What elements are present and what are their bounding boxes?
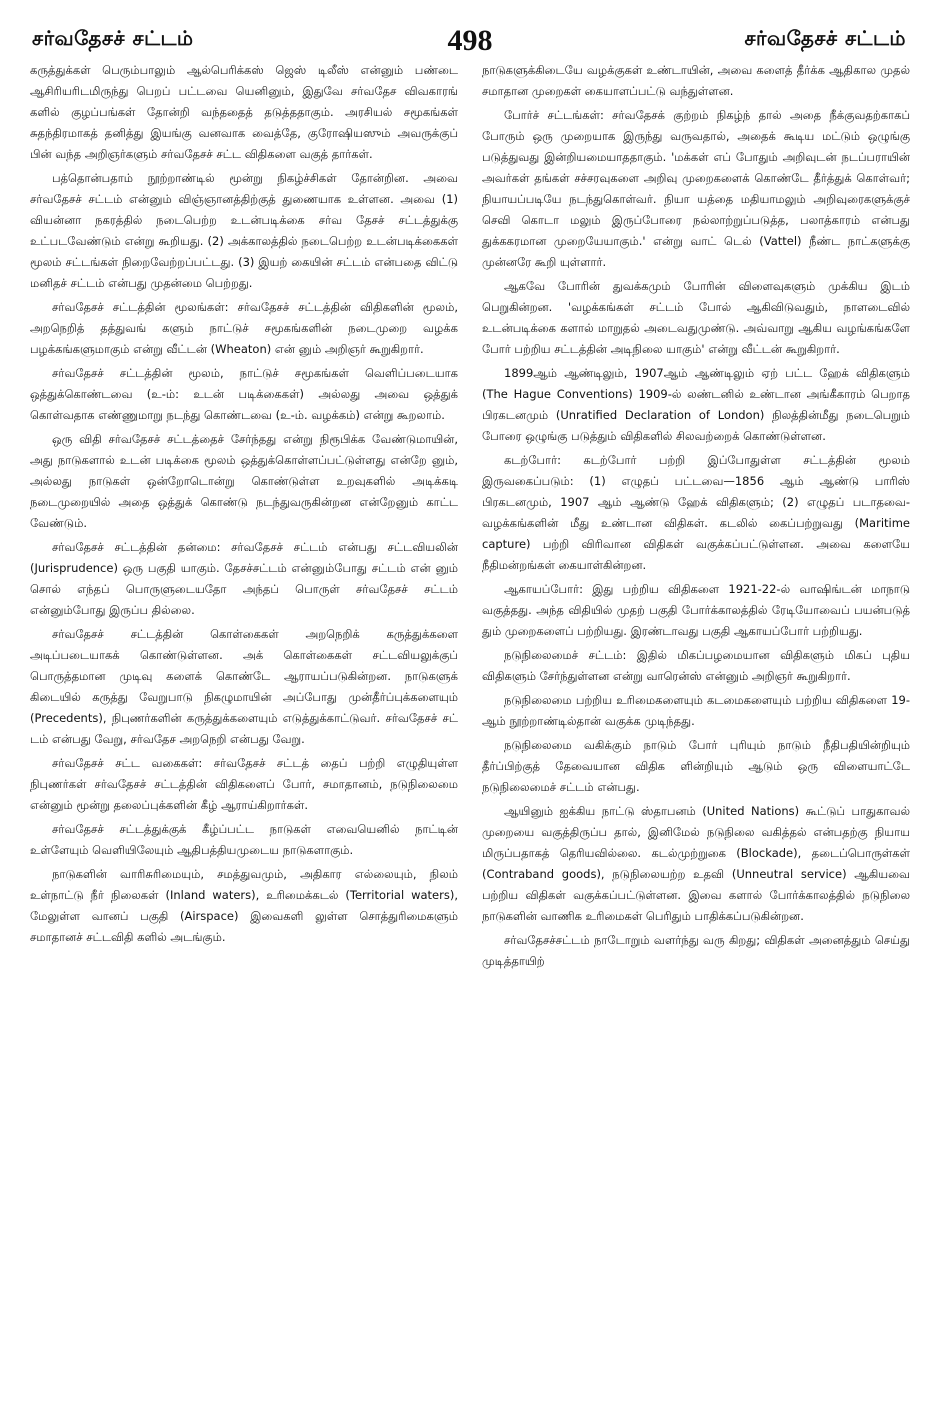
paragraph: பத்தொன்பதாம் நூற்றாண்டில் மூன்று நிகழ்ச்சிகள் தோன்றின. அவை சர்வதேசச் சட்டம் என்னும் விஞ்ஞானத்திற்குத் துணையாக உள்ளன. அவை (1) வியன்னா நகரத்தில் நடைபெற்ற உடன்படிக்கை சர்வ தேசச் சட்டத்துக்கு உட்படவேண்டும் என்று கூறியது. (2) அக்காலத்தில் நடைபெற்ற உடன்படிக்கைகள் மூலம் சட்டங்கள் நிறைவேற்றப்பட்டது. (3) இயற் கையின் சட்டம் என்பதை விட்டு மனிதச் சட்டம் என்பது முதன்மை பெற்றது.: [30, 171, 458, 290]
paragraph: 1899ஆம் ஆண்டிலும், 1907ஆம் ஆண்டிலும் ஏற் பட்ட ஹேக் விதிகளும் (The Hague Conventions) 1909-ல் லண்டனில் உண்டான அங்கீகாரம் பெறாத பிரகடனமும் (Unratified Declaration of London) நிலத்தின்மீது நடைபெறும் போரை ஒழுங்கு படுத்தும் விதிகளில் சிலவற்றைக் கொண்டுள்ளன.: [482, 366, 910, 443]
paragraph: நடுநிலைமைச் சட்டம்: இதில் மிகப்பழமையான விதிகளும் மிகப் புதிய விதிகளும் சேர்ந்துள்ளன என்று வாரென்ஸ் என்னும் அறிஞர் கூறுகிறார்.: [482, 648, 910, 683]
paragraph: நடுநிலைமை வகிக்கும் நாடும் போர் புரியும் நாடும் நீதிபதியின்றியும் தீர்ப்பிற்குத் தேவையான விதிக ளின்றியும் ஆடும் ஒரு விளையாட்டே நடுநிலைமைச் சட்டம் என்பது.: [482, 738, 910, 794]
right-column: [482, 60, 910, 975]
running-title-right: சர்வதேசச் சட்டம்: [744, 26, 906, 50]
paragraph: கருத்துக்கள் பெரும்பாலும் ஆல்பெரிக்கஸ் ஜெஸ் டிலீஸ் என்னும் பண்டை ஆசிரியரிடமிருந்து பெறப் பட்டவை யெனினும், இதுவே சர்வதேச விவகாரங் களில் குழப்பங்கள் தோன்றி வந்ததைத் தடுத்ததாகும். அரசியல் சமூகங்கள் சுதந்திரமாகத் தனித்து இயங்கு வனவாக வைத்தே, குரோஷியஸும் அவருக்குப் பின் வந்த அறிஞர்களும் சர்வதேசச் சட்ட விதிகளை வகுத் தார்கள்.: [30, 63, 458, 161]
paragraph: சர்வதேசச் சட்ட வகைகள்: சர்வதேசச் சட்டத் தைப் பற்றி எழுதியுள்ள நிபுணர்கள் சர்வதேசச் சட்டத்தின் விதிகளைப் போர், சமாதானம், நடுநிலைமை என்னும் மூன்று தலைப்புக்களின் கீழ் ஆராய்கிறார்கள்.: [30, 756, 458, 812]
page-number: 498: [447, 24, 493, 57]
paragraph: சர்வதேசச் சட்டத்தின் தன்மை: சர்வதேசச் சட்டம் என்பது சட்டவியலின் (Jurisprudence) ஒரு பகுதி யாகும். தேசச்சட்டம் என்னும்போது சட்டம் என் னும் சொல் எந்தப் பொருளுடையதோ அந்தப் பொருள் சர்வதேசச் சட்டம் என்னும்போது இருப்ப தில்லை.: [30, 540, 458, 617]
paragraph: கடற்போர்: கடற்போர் பற்றி இப்போதுள்ள சட்டத்தின் மூலம் இருவகைப்படும்: (1) எழுதப் பட்டவை—1856 ஆம் ஆண்டு பாரிஸ் பிரகடனமும், 1907 ஆம் ஆண்டு ஹேக் விதிகளும்; (2) எழுதப் படாதவை- வழக்கங்களின் மீது உண்டான விதிகள். கடலில் கைப்பற்றுவது (Maritime capture) பற்றி விரிவான விதிகள் வகுக்கப்பட்டுள்ளன. அவை களையே நீதிமன்றங்கள் கையாள்கின்றன.: [482, 453, 910, 572]
paragraph: சர்வதேசச் சட்டத்தின் கொள்கைகள் அறநெறிக் கருத்துக்களை அடிப்படையாகக் கொண்டுள்ளன. அக் கொள்கைகள் சட்டவியலுக்குப் பொருத்தமான முடிவு களைக் கொண்டே ஆராயப்படுகின்றன. நாடுகளுக் கிடையில் கருத்து வேறுபாடு நிகழுமாயின் அப்போது முன்தீர்ப்புக்களையும் (Precedents), நிபுணர்களின் கருத்துக்களையும் எடுத்துக்காட்டுவர். சர்வதேசச் சட் டம் என்பது வேறு, சர்வதேச அறநெறி என்பது வேறு.: [30, 627, 458, 746]
two-column-body: [30, 60, 910, 975]
page-header: [30, 8, 910, 60]
paragraph: ஆகாயப்போர்: இது பற்றிய விதிகளை 1921-22-ல் வாஷிங்டன் மாநாடு வகுத்தது. அந்த விதியில் முதற் பகுதி போர்க்காலத்தில் ரேடியோவைப் பயன்படுத் தும் முறைகளைப் பற்றியது. இரண்டாவது பகுதி ஆகாயப்போர் பற்றியது.: [482, 582, 910, 638]
paragraph: சர்வதேசச் சட்டத்தின் மூலம், நாட்டுச் சமூகங்கள் வெளிப்படையாக ஒத்துக்கொண்டவை (உ-ம்: உடன் படிக்கைகள்) அல்லது அவை ஒத்துக் கொள்வதாக எண்ணுமாறு நடந்து கொண்டவை (உ-ம். வழக்கம்) என்று கூறலாம்.: [30, 366, 458, 422]
paragraph: போர்ச் சட்டங்கள்: சர்வதேசக் குற்றம் நிகழ்ந் தால் அதை நீக்குவதற்காகப் போரும் ஒரு முறையாக இருந்து வருவதால், அதைக் கூடிய மட்டும் ஒழுங்கு படுத்துவது இன்றியமையாததாகும். 'மக்கள் எப் போதும் அறிவுடன் நடப்பராயின் அவர்கள் தங்கள் சச்சரவுகளை அறிவு முறைகளைக் கொண்டே தீர்த்துக் கொள்வர்; நியாயப்படியே நடந்துகொள்வர். நியா யத்தை மதியாமலும் அறிவுரைகளுக்குச் செவி கொடா மலும் இருப்போரை நல்லாற்றுப்படுத்த, பலாத்காரம் என்பது துக்ககரமான முறையேயாகும்.' என்று வாட் டெல் (Vattel) நீண்ட நாட்களுக்கு முன்னரே கூறி யுள்ளார்.: [482, 108, 910, 269]
paragraph: சர்வதேசச்சட்டம் நாடோறும் வளர்ந்து வரு கிறது; விதிகள் அனைத்தும் செய்து முடித்தாயிற்: [482, 933, 910, 968]
paragraph: ஒரு விதி சர்வதேசச் சட்டத்தைச் சேர்ந்தது என்று நிரூபிக்க வேண்டுமாயின், அது நாடுகளால் உடன் படிக்கை மூலம் ஒத்துக்கொள்ளப்பட்டுள்ளது என்றே னும், அல்லது நாடுகள் ஒன்றோடொன்று கொண்டுள்ள உறவுகளில் அடிக்கடி நடைமுறையில் அதை ஒத்துக் கொண்டு நடந்துவருகின்றன என்றேனும் காட்ட வேண்டும்.: [30, 432, 458, 530]
paragraph: சர்வதேசச் சட்டத்துக்குக் கீழ்ப்பட்ட நாடுகள் எவையெனில் நாட்டின் உள்ளேயும் வெளியிலேயும் ஆதிபத்தியமுடைய நாடுகளாகும்.: [30, 822, 458, 857]
running-title-left: சர்வதேசச் சட்டம்: [32, 26, 194, 50]
paragraph: நாடுகளின் வாரிசுரிமையும், சமத்துவமும், அதிகார எல்லையும், நிலம் உள்நாட்டு நீர் நிலைகள் (Inland waters), உரிமைக்கடல் (Territorial waters), மேலுள்ள வானப் பகுதி (Airspace) இவைகளி லுள்ள சொத்துரிமைகளும் சமாதானச் சட்டவிதி களில் அடங்கும்.: [30, 867, 458, 944]
paragraph: ஆயினும் ஐக்கிய நாட்டு ஸ்தாபனம் (United Nations) கூட்டுப் பாதுகாவல் முறையை வகுத்திருப்ப தால், இனிமேல் நடுநிலை வகித்தல் என்பதற்கு நியாய மிருப்பதாகத் தெரியவில்லை. கடல்முற்றுகை (Blockade), தடைப்பொருள்கள் (Contraband goods), நடுநிலையற்ற உதவி (Unneutral service) ஆகியவை பற்றிய விதிகள் வகுக்கப்பட்டுள்ளன. இவை களால் போர்க்காலத்தில் நடுநிலை நாடுகளின் வாணிக உரிமைகள் பெரிதும் பாதிக்கப்படுகின்றன.: [482, 804, 910, 923]
paragraph: ஆகவே போரின் துவக்கமும் போரின் விளைவுகளும் முக்கிய இடம் பெறுகின்றன. 'வழக்கங்கள் சட்டம் போல் ஆகிவிடுவதும், நாளடைவில் உடன்படிக்கை களால் மாறுதல் அடைவதுமுண்டு. அவ்வாறு ஆகிய வழங்கங்களே போர் பற்றிய சட்டத்தின் அடிநிலை யாகும்' என்று வீட்டன் கூறுகிறார்.: [482, 279, 910, 356]
paragraph: நாடுகளுக்கிடையே வழக்குகள் உண்டாயின், அவை களைத் தீர்க்க ஆதிகால முதல் சமாதான முறைகள் கையாளப்பட்டு வந்துள்ளன.: [482, 63, 910, 98]
paragraph: நடுநிலைமை பற்றிய உரிமைகளையும் கடமைகளையும் பற்றிய விதிகளை 19-ஆம் நூற்றாண்டில்தான் வகுக்க முடிந்தது.: [482, 693, 910, 728]
paragraph: சர்வதேசச் சட்டத்தின் மூலங்கள்: சர்வதேசச் சட்டத்தின் விதிகளின் மூலம், அறநெறித் தத்துவங் களும் நாட்டுச் சமூகங்களின் நடைமுறை வழக்க பழக்கங்களுமாகும் என்று வீட்டன் (Wheaton) என் னும் அறிஞர் கூறுகிறார்.: [30, 300, 458, 356]
left-column: [30, 60, 458, 975]
